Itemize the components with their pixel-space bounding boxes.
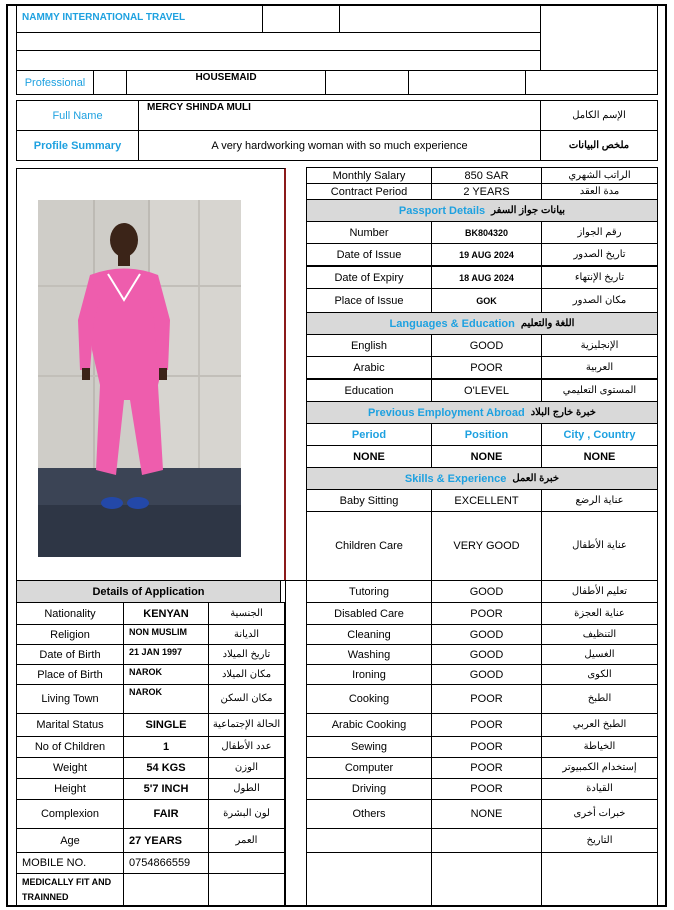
application-row-3-ar: مكان الميلاد xyxy=(208,664,285,685)
employment-country-value: NONE xyxy=(541,445,658,468)
skills-blank-value-2 xyxy=(431,852,542,907)
skill-row-11-label: Driving xyxy=(306,778,432,800)
application-row-1-value: NON MUSLIM xyxy=(123,624,209,645)
skill-row-5-value: GOOD xyxy=(431,644,542,665)
profession-value: HOUSEMAID xyxy=(126,70,326,95)
skill-row-12-label: Others xyxy=(306,799,432,829)
header-blank-4 xyxy=(16,32,541,51)
language-row-1-label: Arabic xyxy=(306,356,432,379)
application-row-7-value: 54 KGS xyxy=(123,757,209,779)
application-row-5-ar: الحالة الإجتماعية xyxy=(208,713,285,737)
skill-row-1-value: VERY GOOD xyxy=(431,511,542,581)
skill-row-7-value: POOR xyxy=(431,684,542,714)
employment-period-header: Period xyxy=(306,423,432,446)
application-row-7-label: Weight xyxy=(16,757,124,779)
application-row-3-value: NAROK xyxy=(123,664,209,685)
skill-row-9-ar: الخياطة xyxy=(541,736,658,758)
passport-row-1-ar: تاريخ الصدور xyxy=(541,243,658,266)
application-row-0-value: KENYAN xyxy=(123,602,209,625)
passport-title xyxy=(306,199,658,222)
language-row-2-ar: المستوى التعليمي xyxy=(541,379,658,402)
employment-country-header: City , Country xyxy=(541,423,658,446)
passport-row-0-ar: رقم الجواز xyxy=(541,221,658,244)
full-name-ar: الإسم الكامل xyxy=(540,100,658,131)
language-row-0-label: English xyxy=(306,334,432,357)
employment-position-header: Position xyxy=(431,423,542,446)
profile-summary-label: Profile Summary xyxy=(16,130,139,161)
monthly-salary-value: 850 SAR xyxy=(431,167,542,184)
language-row-1-value: POOR xyxy=(431,356,542,379)
application-row-0-label: Nationality xyxy=(16,602,124,625)
header-blank-2 xyxy=(339,4,541,33)
full-name-label: Full Name xyxy=(16,100,139,131)
passport-row-2-ar: تاريخ الإنتهاء xyxy=(541,266,658,289)
languages-title xyxy=(306,312,658,335)
skill-row-4-value: GOOD xyxy=(431,624,542,645)
skill-row-8-value: POOR xyxy=(431,713,542,737)
application-row-2-value: 21 JAN 1997 xyxy=(123,644,209,665)
skill-row-3-ar: عناية العجزة xyxy=(541,602,658,625)
passport-row-3-value: GOK xyxy=(431,288,542,313)
skill-row-0-value: EXCELLENT xyxy=(431,489,542,512)
agency-name: NAMMY INTERNATIONAL TRAVEL xyxy=(16,4,263,33)
skill-row-11-ar: القيادة xyxy=(541,778,658,800)
skill-row-2-label: Tutoring xyxy=(306,580,432,603)
passport-row-1-value: 19 AUG 2024 xyxy=(431,243,542,266)
skill-row-1-ar: عناية الأطفال xyxy=(541,511,658,581)
application-row-3-label: Place of Birth xyxy=(16,664,124,685)
languages-title-en: Languages & Education xyxy=(389,317,515,330)
passport-row-1-label: Date of Issue xyxy=(306,243,432,266)
skill-row-12-value: NONE xyxy=(431,799,542,829)
passport-row-3-label: Place of Issue xyxy=(306,288,432,313)
application-row-10-value: 27 YEARS xyxy=(123,828,209,853)
languages-title-ar: اللغة والتعليم xyxy=(520,317,575,329)
skills-blank-value xyxy=(431,828,542,853)
application-row-5-label: Marital Status xyxy=(16,713,124,737)
professional-blank-4 xyxy=(525,70,658,95)
professional-label: Professional xyxy=(16,70,94,95)
header-blank-5 xyxy=(16,50,541,71)
application-row-6-ar: عدد الأطفال xyxy=(208,736,285,758)
passport-title-en: Passport Details xyxy=(398,204,486,217)
full-name-value: MERCY SHINDA MULI xyxy=(138,100,541,131)
contract-period-value: 2 YEARS xyxy=(431,183,542,200)
skill-row-5-ar: الغسيل xyxy=(541,644,658,665)
skill-row-7-label: Cooking xyxy=(306,684,432,714)
language-row-1-ar: العربية xyxy=(541,356,658,379)
skills-blank-label-2 xyxy=(306,852,432,907)
employment-period-value: NONE xyxy=(306,445,432,468)
skill-row-10-ar: إستخدام الكمبيوتر xyxy=(541,757,658,779)
application-row-8-ar: الطول xyxy=(208,778,285,800)
medical-label: MEDICALLY FIT AND TRAINNED xyxy=(16,873,124,907)
skill-row-2-value: GOOD xyxy=(431,580,542,603)
passport-row-3-ar: مكان الصدور xyxy=(541,288,658,313)
application-row-9-label: Complexion xyxy=(16,799,124,829)
skill-row-0-ar: عناية الرضع xyxy=(541,489,658,512)
skill-row-2-ar: تعليم الأطفال xyxy=(541,580,658,603)
language-row-0-value: GOOD xyxy=(431,334,542,357)
skills-blank-ar-2 xyxy=(541,852,658,907)
mobile-label: MOBILE NO. xyxy=(16,852,124,874)
application-row-6-value: 1 xyxy=(123,736,209,758)
skill-row-7-ar: الطبخ xyxy=(541,684,658,714)
language-row-2-label: Education xyxy=(306,379,432,402)
mobile-value: 0754866559 xyxy=(123,852,209,874)
skills-title xyxy=(306,467,658,490)
skill-row-10-label: Computer xyxy=(306,757,432,779)
passport-row-0-value: BK804320 xyxy=(431,221,542,244)
application-row-4-ar: مكان السكن xyxy=(208,684,285,714)
language-row-0-ar: الإنجليزية xyxy=(541,334,658,357)
header-blank-3 xyxy=(540,4,658,71)
skill-row-6-label: Ironing xyxy=(306,664,432,685)
passport-row-2-value: 18 AUG 2024 xyxy=(431,266,542,289)
contract-period-ar: مدة العقد xyxy=(541,183,658,200)
application-row-2-ar: تاريخ الميلاد xyxy=(208,644,285,665)
medical-blank-1 xyxy=(123,873,209,907)
monthly-salary-ar: الراتب الشهري xyxy=(541,167,658,184)
application-row-7-ar: الوزن xyxy=(208,757,285,779)
skill-row-9-value: POOR xyxy=(431,736,542,758)
application-row-2-label: Date of Birth xyxy=(16,644,124,665)
application-row-8-value: 5'7 INCH xyxy=(123,778,209,800)
application-row-0-ar: الجنسية xyxy=(208,602,285,625)
header-blank-1 xyxy=(262,4,340,33)
professional-blank xyxy=(93,70,127,95)
skill-row-12-ar: خبرات أخرى xyxy=(541,799,658,829)
application-row-5-value: SINGLE xyxy=(123,713,209,737)
application-row-4-value: NAROK xyxy=(123,684,209,714)
skill-row-10-value: POOR xyxy=(431,757,542,779)
skills-title-ar: خبرة العمل xyxy=(512,472,560,484)
skills-extra-ar: التاريخ xyxy=(541,828,658,853)
application-row-1-ar: الديانة xyxy=(208,624,285,645)
skill-row-0-label: Baby Sitting xyxy=(306,489,432,512)
skill-row-6-value: GOOD xyxy=(431,664,542,685)
passport-title-ar: بيانات جواز السفر xyxy=(491,204,566,216)
application-row-10-label: Age xyxy=(16,828,124,853)
monthly-salary-label: Monthly Salary xyxy=(306,167,432,184)
skill-row-11-value: POOR xyxy=(431,778,542,800)
professional-blank-3 xyxy=(408,70,526,95)
skill-row-6-ar: الكوى xyxy=(541,664,658,685)
skill-row-1-label: Children Care xyxy=(306,511,432,581)
application-title: Details of Application xyxy=(16,580,281,603)
skill-row-4-label: Cleaning xyxy=(306,624,432,645)
contract-period-label: Contract Period xyxy=(306,183,432,200)
application-row-4-label: Living Town xyxy=(16,684,124,714)
application-row-8-label: Height xyxy=(16,778,124,800)
profile-summary-value: A very hardworking woman with so much experience xyxy=(138,130,541,161)
employment-title-ar: خبرة خارج البلاد xyxy=(530,406,596,418)
skill-row-3-label: Disabled Care xyxy=(306,602,432,625)
skill-row-4-ar: التنظيف xyxy=(541,624,658,645)
skill-row-8-label: Arabic Cooking xyxy=(306,713,432,737)
application-row-9-value: FAIR xyxy=(123,799,209,829)
mobile-blank xyxy=(208,852,285,874)
skill-row-3-value: POOR xyxy=(431,602,542,625)
skill-row-9-label: Sewing xyxy=(306,736,432,758)
passport-row-0-label: Number xyxy=(306,221,432,244)
application-row-9-ar: لون البشرة xyxy=(208,799,285,829)
spacer-column xyxy=(285,580,307,907)
skills-title-en: Skills & Experience xyxy=(404,472,507,485)
passport-row-2-label: Date of Expiry xyxy=(306,266,432,289)
employment-title xyxy=(306,401,658,424)
employment-position-value: NONE xyxy=(431,445,542,468)
application-row-10-ar: العمر xyxy=(208,828,285,853)
skills-blank-label xyxy=(306,828,432,853)
medical-blank-2 xyxy=(208,873,285,907)
language-row-2-value: O'LEVEL xyxy=(431,379,542,402)
professional-blank-2 xyxy=(325,70,409,95)
profile-summary-ar: ملخص البيانات xyxy=(540,130,658,161)
application-row-6-label: No of Children xyxy=(16,736,124,758)
candidate-photo xyxy=(38,200,241,557)
employment-title-en: Previous Employment Abroad xyxy=(368,406,525,419)
skill-row-8-ar: الطبخ العربي xyxy=(541,713,658,737)
application-row-1-label: Religion xyxy=(16,624,124,645)
skill-row-5-label: Washing xyxy=(306,644,432,665)
